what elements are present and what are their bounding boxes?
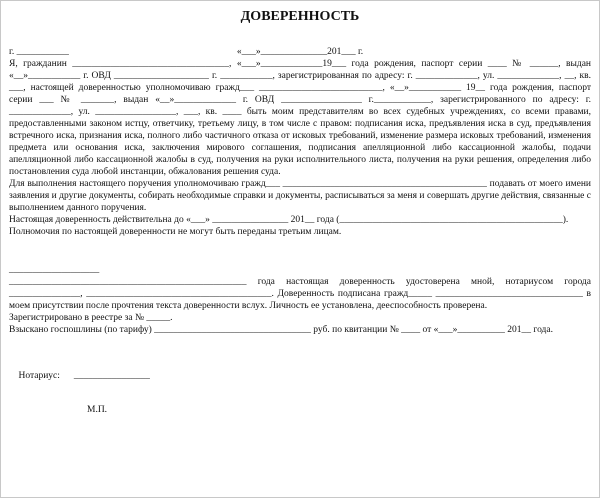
notary-certification-paragraph: __________________________________________________ года настоящая доверенность удостоверена мной, нотариусом города _______________, _______________________________________. Доверенность подписана гражд_____ _______________________________ в моем присутствии после прочтения текста доверенности вслух. Личность ее установлена, дееспособность проверена.	[9, 277, 591, 311]
validity-paragraph: Настоящая доверенность действительна до «___» ________________ 201__ года (_______________________________________________).	[9, 215, 569, 225]
powers-paragraph: Я, гражданин _________________________________, «___»_____________19___ года рождения, паспорт серии ____ № ______, выдан «__»___________ г. ОВД ____________________ г. ___________, зарегистрированная по адресу: г. _____________, ул. _____________, __, кв. ___, настоящей доверенностью уполномочиваю гражд___ __________________________, «__»___________ 19__ года рождения, паспорт серии ___ № _______, выдан «__»_____________ г. ОВД _________________ г.____________, зарегистрированного по адресу: г. _____________, ул. _________________, ___, кв. ____ быть моим представителям во всех судебных учреждениях, со всеми правами, предоставленными законом истцу, ответчику, третьему лицу, в том числе с правом: подписания иска, предъявления иска в суд, предъявления встречного иска, признания иска, полного либо частичного отказа от исковых требований, изменение размера исковых требований, изменения предмета или основания иска, заключения мирового соглашения, подписания апелляционной либо кассационной жалобы, подачи апелляционной либо кассационной жалобы в суд, получения на руки исполнительного листа, получения на руки решения, определения либо постановления суда любой инстанции, обжалования решения суда.	[9, 59, 591, 177]
place-date-row	[9, 46, 591, 58]
notary-signature-row	[9, 358, 591, 394]
notary-signature-line: ________________	[73, 371, 150, 381]
no-delegation-paragraph: Полномочия по настоящей доверенности не могут быть переданы третьим лицам.	[9, 227, 342, 237]
principal-signature-line: ___________________	[9, 265, 100, 275]
registry-number-line: Зарегистрировано в реестре за № _____.	[9, 313, 173, 323]
notary-label: Нотариус:	[18, 371, 60, 381]
date-blank-line: «___»______________201___ г.	[236, 47, 364, 57]
seal-place-label: М.П.	[87, 405, 108, 415]
state-fee-line: Взыскано госпошлины (по тарифу) _________________________________ руб. по квитанции № ____ от «___»__________ 201__ года.	[9, 325, 553, 335]
instruction-paragraph: Для выполнения настоящего поручения уполномочиваю гражд___ ___________________________________________ подавать от моего имени заявления и другие документы, собирать необходимые справки и документы, расписываться за меня и совершать другие действия, связанные с выполнением данного поручения.	[9, 179, 591, 213]
document-title: ДОВЕРЕННОСТЬ	[240, 9, 360, 24]
city-blank-line: г. ___________	[9, 47, 69, 57]
